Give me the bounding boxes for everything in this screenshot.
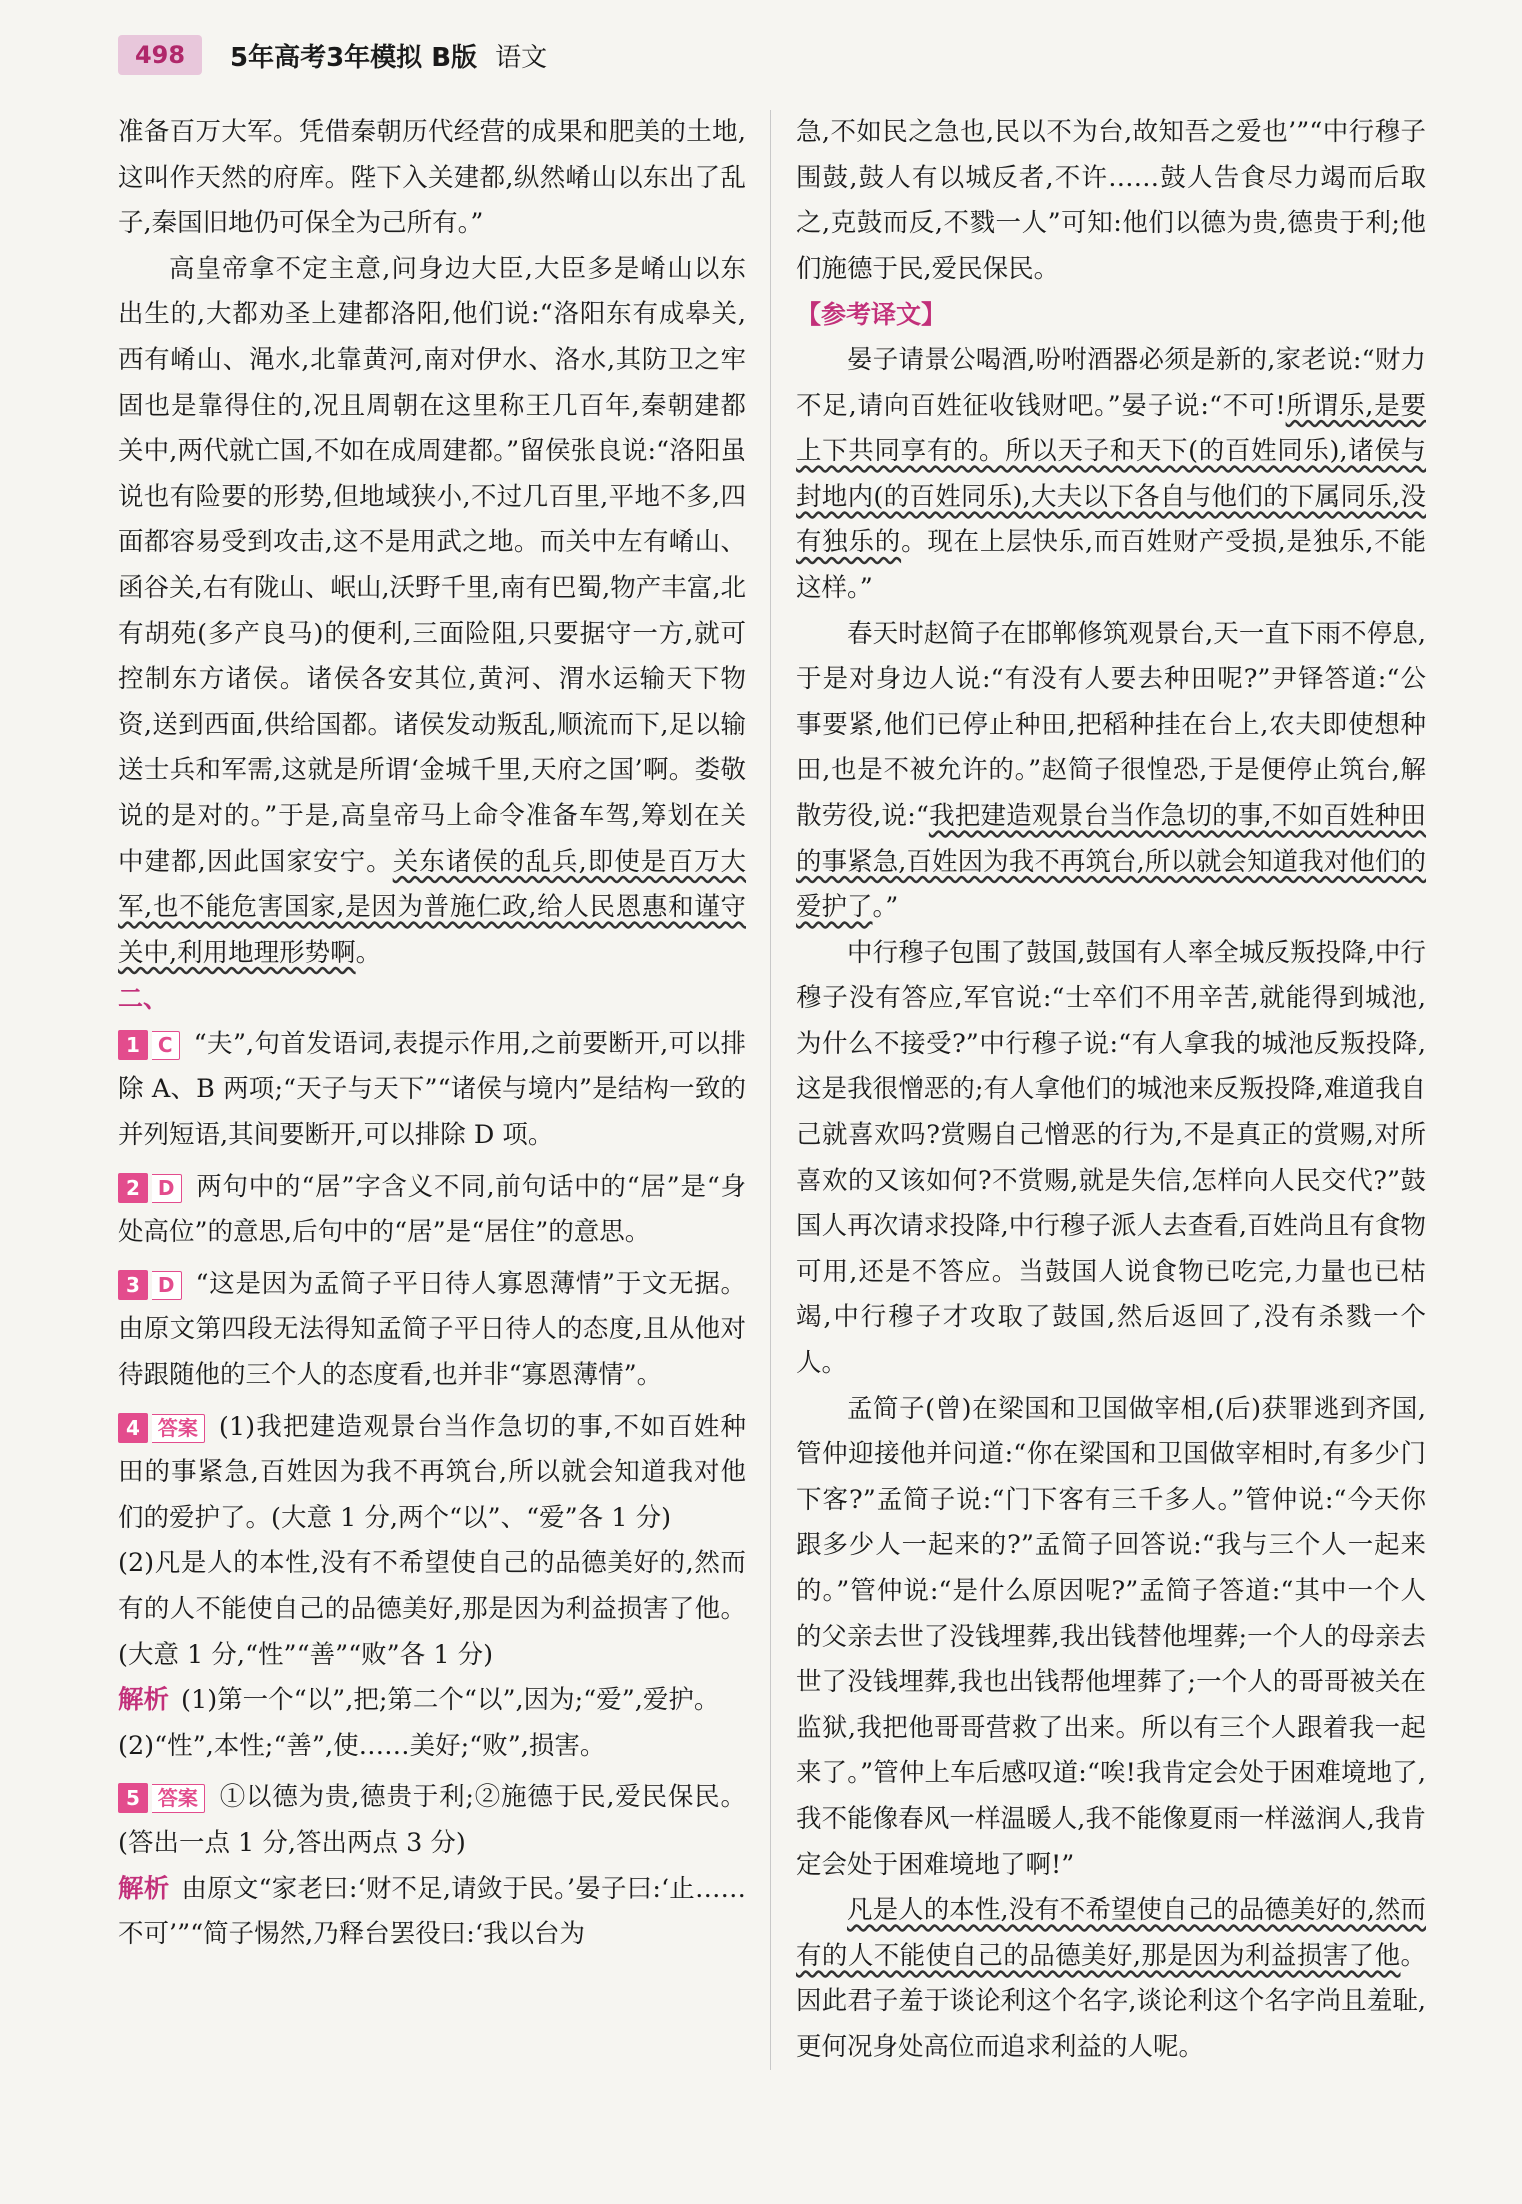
paragraph-text: 春天时赵简子在邯郸修筑观景台,天一直下雨不停息,于是对身边人说:“有没有人要去种田呢?”尹铎答道:“公事要紧,他们已停止种田,把稻种挂在台上,农夫即使想种田,也是不被允许的。”赵简子很惶恐,于是便停止筑台,解散劳役,说:“: [796, 618, 1426, 831]
answer-badge: C: [152, 1031, 180, 1060]
question-number-badge: 4: [118, 1413, 148, 1443]
analysis-text: (1)第一个“以”,把;第二个“以”,因为;“爱”,爱护。: [181, 1685, 720, 1716]
analysis-label: 解析: [118, 1685, 170, 1716]
underlined-key-sentence: 凡是人的本性,没有不希望使自己的品德美好的,然而有的人不能使自己的品德美好,那是因为利益损害了他: [796, 1895, 1426, 1971]
answer-badge: 答案: [152, 1414, 205, 1443]
analysis-label: 解析: [118, 1873, 170, 1904]
section-heading: 二、: [118, 984, 169, 1014]
page-number: 498: [118, 35, 202, 75]
question-number-badge: 2: [118, 1173, 148, 1203]
answer-text: (1)我把建造观景台当作急切的事,不如百姓种田的事紧急,百姓因为我不再筑台,所以就会知道我对他们的爱护了。(大意 1 分,两个“以”、“爱”各 1 分): [118, 1411, 746, 1533]
reference-translation-heading: 【参考译文】: [796, 300, 947, 330]
question-4-answer-2: (2)凡是人的本性,没有不希望使自己的品德美好的,然而有的人不能使自己的品德美好,那是因为利益损害了他。(大意 1 分,“性”“善”“败”各 1 分): [118, 1548, 746, 1670]
answer-badge: D: [152, 1271, 182, 1300]
translation-paragraph: [118, 247, 746, 977]
question-5-answer: [118, 1775, 746, 1866]
subject-label: 语文: [495, 42, 548, 73]
analysis-continuation: 急,不如民之急也,民以不为台,故知吾之爱也’”“中行穆子围鼓,鼓人有以城反者,不许……鼓人告食尽力竭而后取之,克鼓而反,不戮一人”可知:他们以德为贵,德贵于利;他们施德于民,爱民保民。: [796, 117, 1426, 284]
book-title: 5年高考3年模拟 B版: [230, 42, 478, 73]
translation-paragraph: [796, 338, 1426, 612]
answer-badge: D: [152, 1174, 182, 1203]
question-5-analysis: [118, 1867, 746, 1958]
paragraph-end: 。: [355, 937, 382, 968]
question-2-explanation: [118, 1165, 746, 1256]
underlined-key-sentence: 我把建造观景台当作急切的事,不如百姓种田的事紧急,百姓因为我不再筑台,所以就会知道我对他们的爱护了: [796, 800, 1427, 923]
underlined-key-sentence: 所谓乐,是要上下共同享有的。所以天子和天下(的百姓同乐),诸侯与封地内(的百姓同乐),大夫以下各自与他们的下属同乐,没有独乐的: [796, 390, 1426, 558]
question-number-badge: 1: [118, 1030, 148, 1060]
question-4-analysis: [118, 1678, 746, 1724]
underlined-key-sentence: 关东诸侯的乱兵,即使是百万大军,也不能危害国家,是因为普施仁政,给人民恩惠和谨守关中,利用地理形势啊: [118, 846, 747, 968]
left-column: [118, 110, 746, 1958]
question-4-answer: [118, 1405, 746, 1542]
analysis-text: 由原文“家老曰:‘财不足,请敛于民。’晏子曰:‘止……不可’”“简子惕然,乃释台罢役曰:‘我以台为: [118, 1873, 746, 1950]
page-header: [118, 32, 547, 78]
translation-paragraph: 孟简子(曾)在梁国和卫国做宰相,(后)获罪逃到齐国,管仲迎接他并问道:“你在梁国和卫国做宰相时,有多少门下客?”孟简子说:“门下客有三千多人。”管仲说:“今天你跟多少人一起来的?”孟简子回答说:“我与三个人一起来的。”管仲说:“是什么原因呢?”孟简子答道:“其中一个人的父亲去世了没钱埋葬,我出钱替他埋葬;一个人的母亲去世了没钱埋葬,我也出钱帮他埋葬了;一个人的哥哥被关在监狱,我把他哥哥营救了出来。所以有三个人跟着我一起来了。”管仲上车后感叹道:“唉!我肯定会处于困难境地了,我不能像春风一样温暖人,我不能像夏雨一样滋润人,我肯定会处于困难境地了啊!”: [796, 1393, 1426, 1880]
explanation-text: 两句中的“居”字含义不同,前句话中的“居”是“身处高位”的意思,后句中的“居”是“居住”的意思。: [118, 1171, 746, 1248]
question-3-explanation: [118, 1262, 746, 1399]
explanation-text: “夫”,句首发语词,表提示作用,之前要断开,可以排除 A、B 两项;“天子与天下”“诸侯与境内”是结构一致的并列短语,其间要断开,可以排除 D 项。: [118, 1028, 746, 1151]
question-1-explanation: [118, 1022, 746, 1159]
explanation-text: “这是因为孟简子平日待人寡恩薄情”于文无据。由原文第四段无法得知孟简子平日待人的态度,且从他对待跟随他的三个人的态度看,也并非“寡恩薄情”。: [118, 1268, 746, 1391]
column-divider: [770, 110, 771, 2070]
translation-paragraph: 中行穆子包围了鼓国,鼓国有人率全城反叛投降,中行穆子没有答应,军官说:“士卒们不用辛苦,就能得到城池,为什么不接受?”中行穆子说:“有人拿我的城池反叛投降,这是我很憎恶的;有人拿他们的城池来反叛投降,难道我自己就喜欢吗?赏赐自己憎恶的行为,不是真正的赏赐,对所喜欢的又该如何?不赏赐,就是失信,怎样向人民交代?”鼓国人再次请求投降,中行穆子派人去查看,百姓尚且有食物可用,还是不答应。当鼓国人说食物已吃完,力量也已枯竭,中行穆子才攻取了鼓国,然后返回了,没有杀戮一个人。: [796, 937, 1426, 1379]
translation-paragraph: [796, 612, 1426, 931]
answer-text: ①以德为贵,德贵于利;②施德于民,爱民保民。(答出一点 1 分,答出两点 3 分): [118, 1782, 746, 1858]
question-number-badge: 5: [118, 1783, 148, 1813]
answer-badge: 答案: [152, 1784, 205, 1813]
paragraph-text: 高皇帝拿不定主意,问身边大臣,大臣多是崤山以东出生的,大都劝圣上建都洛阳,他们说:“洛阳东有成皋关,西有崤山、渑水,北靠黄河,南对伊水、洛水,其防卫之牢固也是靠得住的,况且周朝在这里称王几百年,秦朝建都关中,两代就亡国,不如在成周建都。”留侯张良说:“洛阳虽说也有险要的形势,但地域狭小,不过几百里,平地不多,四面都容易受到攻击,这不是用武之地。而关中左有崤山、函谷关,右有陇山、岷山,沃野千里,南有巴蜀,物产丰富,北有胡苑(多产良马)的便利,三面险阻,只要据守一方,就可控制东方诸侯。诸侯各安其位,黄河、渭水运输天下物资,送到西面,供给国都。诸侯发动叛乱,顺流而下,足以输送士兵和军需,这就是所谓‘金城千里,天府之国’啊。娄敬说的是对的。”于是,高皇帝马上命令准备车驾,筹划在关中建都,因此国家安宁。: [118, 253, 746, 877]
paragraph-text: 。因此君子羞于谈论利这个名字,谈论利这个名字尚且羞耻,更何况身处高位而追求利益的人呢。: [796, 1940, 1426, 2062]
translation-paragraph: 准备百万大军。凭借秦朝历代经营的成果和肥美的土地,这叫作天然的府库。陛下入关建都,纵然崤山以东出了乱子,秦国旧地仍可保全为己所有。”: [118, 117, 746, 239]
question-number-badge: 3: [118, 1270, 148, 1300]
paragraph-text: 。”: [872, 892, 899, 923]
question-4-analysis-2: (2)“性”,本性;“善”,使……美好;“败”,损害。: [118, 1730, 606, 1761]
right-column: [796, 110, 1426, 2071]
paragraph-text: 晏子请景公喝酒,吩咐酒器必须是新的,家老说:“财力不足,请向百姓征收钱财吧。”晏子说:“不可!: [796, 344, 1426, 421]
translation-paragraph: [796, 1888, 1426, 2070]
paragraph-text: 。现在上层快乐,而百姓财产受损,是独乐,不能这样。”: [796, 527, 1426, 603]
